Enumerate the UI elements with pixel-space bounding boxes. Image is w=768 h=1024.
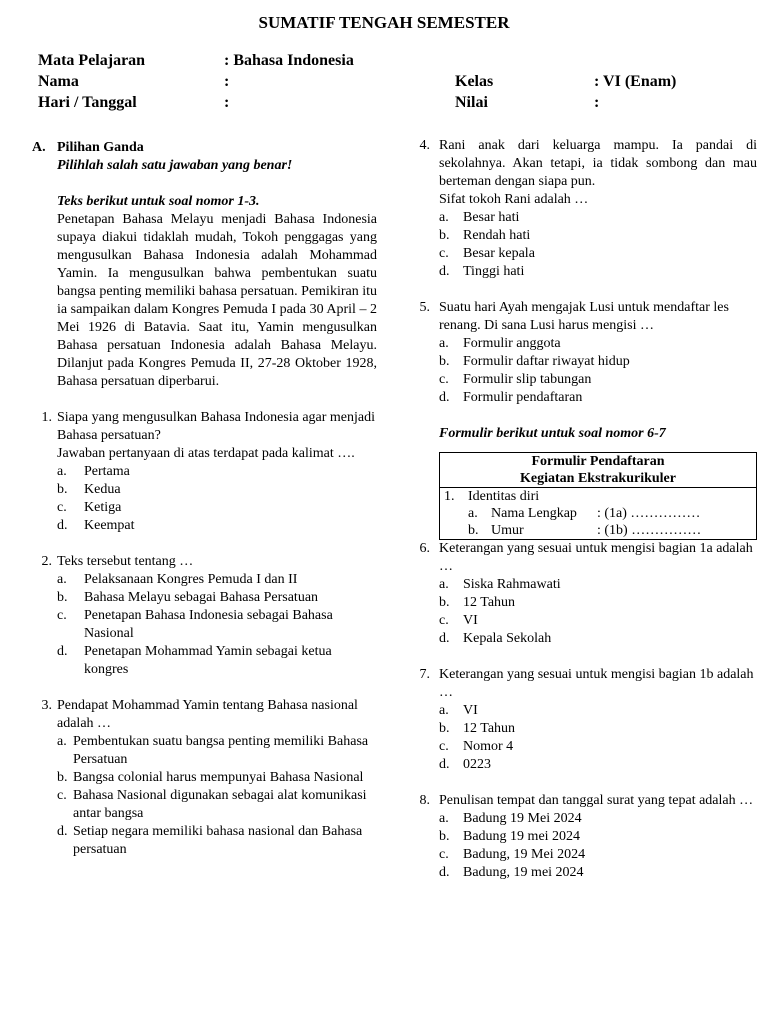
- option-d[interactable]: [57, 517, 377, 535]
- form-field-a-label: Nama Lengkap: [491, 506, 577, 521]
- section-letter: A.: [32, 140, 46, 155]
- option-letter: b.: [57, 590, 68, 605]
- question-8: [410, 792, 757, 882]
- option-text: Ketiga: [84, 500, 122, 515]
- option-text: 12 Tahun: [463, 721, 516, 736]
- option-text: 12 Tahun: [463, 595, 516, 610]
- question-5: [410, 299, 757, 407]
- option-c[interactable]: [439, 245, 757, 263]
- option-d[interactable]: [439, 630, 757, 648]
- form-field-b-letter: b.: [468, 523, 479, 538]
- form-field-a-letter: a.: [468, 506, 478, 521]
- option-text: Formulir slip tabungan: [463, 372, 592, 387]
- question-7: [410, 666, 757, 774]
- page-title: SUMATIF TENGAH SEMESTER: [258, 13, 510, 32]
- option-text: Besar hati: [463, 210, 520, 225]
- option-text: 0223: [463, 757, 491, 772]
- option-letter: d.: [439, 264, 450, 279]
- option-c[interactable]: [439, 612, 757, 630]
- registration-form-table: [439, 452, 757, 540]
- section-instruction: Pilihlah salah satu jawaban yang benar!: [57, 158, 293, 173]
- question-number: 3.: [41, 698, 52, 713]
- option-text: Formulir anggota: [463, 336, 561, 351]
- option-letter: a.: [439, 336, 449, 351]
- date-label: Hari / Tanggal: [38, 94, 137, 111]
- option-c[interactable]: [57, 607, 377, 643]
- question-3: [32, 697, 377, 859]
- form-title-2: Kegiatan Ekstrakurikuler: [520, 471, 676, 486]
- option-b[interactable]: [439, 828, 757, 846]
- option-a[interactable]: [57, 571, 377, 589]
- option-letter: d.: [439, 757, 450, 772]
- option-d[interactable]: [439, 389, 757, 407]
- option-letter: c.: [57, 608, 67, 623]
- question-6: [410, 540, 757, 648]
- question-text: Rani anak dari keluarga mampu. Ia pandai di sekolahnya. Akan tetapi, ia tidak sombong dan mau berteman dengan siapa pun.: [439, 138, 757, 189]
- option-b[interactable]: [57, 481, 377, 499]
- option-text: Formulir daftar riwayat hidup: [463, 354, 630, 369]
- option-a[interactable]: [439, 702, 757, 720]
- option-a[interactable]: [57, 463, 377, 481]
- option-d[interactable]: [57, 823, 377, 859]
- option-text: Pelaksanaan Kongres Pemuda I dan II: [84, 572, 298, 587]
- option-text: Penetapan Mohammad Yamin sebagai ketua kongres: [84, 644, 332, 677]
- right-column: [410, 137, 757, 882]
- passage-title: Teks berikut untuk soal nomor 1-3.: [57, 194, 260, 209]
- option-letter: a.: [57, 464, 67, 479]
- option-text: Pembentukan suatu bangsa penting memiliki Bahasa Persatuan: [73, 734, 369, 767]
- option-text: Keempat: [84, 518, 135, 533]
- option-letter: c.: [439, 613, 449, 628]
- form-item-number: 1.: [444, 489, 455, 504]
- class-label: Kelas: [455, 73, 494, 90]
- question-text: Pendapat Mohammad Yamin tentang Bahasa nasional adalah …: [57, 698, 358, 731]
- option-text: Badung 19 Mei 2024: [463, 811, 582, 826]
- option-text: Kedua: [84, 482, 121, 497]
- option-letter: c.: [57, 788, 67, 803]
- option-a[interactable]: [439, 209, 757, 227]
- option-b[interactable]: [439, 594, 757, 612]
- option-letter: a.: [439, 703, 449, 718]
- option-c[interactable]: [439, 738, 757, 756]
- option-text: Siska Rahmawati: [463, 577, 561, 592]
- option-letter: a.: [439, 811, 449, 826]
- form-field-a-value: : (1a) ……………: [597, 506, 701, 521]
- subject-label: Mata Pelajaran: [38, 52, 146, 69]
- option-text: VI: [463, 613, 478, 628]
- option-letter: b.: [439, 228, 450, 243]
- option-b[interactable]: [439, 720, 757, 738]
- option-text: Besar kepala: [463, 246, 535, 261]
- option-letter: b.: [57, 770, 68, 785]
- option-text: Penetapan Bahasa Indonesia sebagai Bahasa Nasional: [84, 608, 333, 641]
- question-text-2: Jawaban pertanyaan di atas terdapat pada kalimat ….: [57, 446, 355, 461]
- question-text: Keterangan yang sesuai untuk mengisi bagian 1a adalah …: [439, 541, 753, 574]
- option-c[interactable]: [439, 846, 757, 864]
- option-c[interactable]: [439, 371, 757, 389]
- question-number: 5.: [419, 300, 430, 315]
- option-text: Badung, 19 Mei 2024: [463, 847, 586, 862]
- option-c[interactable]: [57, 787, 377, 823]
- option-text: Bahasa Nasional digunakan sebagai alat komunikasi antar bangsa: [73, 788, 367, 821]
- question-number: 4.: [419, 138, 430, 153]
- option-letter: c.: [439, 847, 449, 862]
- question-text: Teks tersebut tentang …: [57, 554, 194, 569]
- option-text: Setiap negara memiliki bahasa nasional dan Bahasa persatuan: [73, 824, 363, 857]
- option-text: Tinggi hati: [463, 264, 525, 279]
- exam-header: [38, 50, 738, 113]
- reading-passage: Penetapan Bahasa Melayu menjadi Bahasa Indonesia supaya diakui tidaklah mudah, Tokoh penggagas yang mengusulkan Bahasa Indonesia adalah Mohammad Yamin. Ia mengusulkan bahwa pembentukan suatu bangsa penting memiliki bahasa persatuan. Pemikiran itu ia sampaikan dalam Kongres Pemuda I pada 30 April – 2 Mei 1926 di Batavia. Saat itu, Yamin mengusulkan Bahasa persatuan Indonesia adalah Bahasa Melayu. Dilanjut pada Kongres Pemuda II, 27-28 Oktober 1928, Bahasa persatuan diperbarui.: [57, 212, 377, 389]
- question-number: 7.: [419, 667, 430, 682]
- option-text: Nomor 4: [463, 739, 514, 754]
- question-number: 1.: [41, 410, 52, 425]
- question-text: Penulisan tempat dan tanggal surat yang tepat adalah …: [439, 793, 754, 808]
- question-text: Siapa yang mengusulkan Bahasa Indonesia agar menjadi Bahasa persatuan?: [57, 410, 376, 443]
- option-letter: c.: [439, 246, 449, 261]
- option-text: Bahasa Melayu sebagai Bahasa Persatuan: [84, 590, 319, 605]
- option-text: VI: [463, 703, 478, 718]
- option-b[interactable]: [439, 353, 757, 371]
- question-number: 2.: [41, 554, 52, 569]
- option-text: Badung 19 mei 2024: [463, 829, 581, 844]
- option-b[interactable]: [57, 769, 377, 787]
- option-a[interactable]: [57, 733, 377, 769]
- form-field-b-label: Umur: [491, 523, 524, 538]
- option-text: Kepala Sekolah: [463, 631, 552, 646]
- question-1: [32, 409, 377, 535]
- option-letter: b.: [439, 721, 450, 736]
- score-value: :: [594, 94, 600, 111]
- option-b[interactable]: [439, 227, 757, 245]
- section-a: [32, 139, 377, 391]
- option-letter: b.: [57, 482, 68, 497]
- form-header: [440, 453, 757, 488]
- option-letter: d.: [439, 631, 450, 646]
- question-2: [32, 553, 377, 679]
- option-text: Pertama: [84, 464, 130, 479]
- question-number: 8.: [419, 793, 430, 808]
- option-letter: d.: [57, 824, 68, 839]
- subject-value: : Bahasa Indonesia: [224, 52, 354, 69]
- option-letter: b.: [439, 595, 450, 610]
- option-letter: a.: [439, 577, 449, 592]
- option-letter: b.: [439, 829, 450, 844]
- question-text: Suatu hari Ayah mengajak Lusi untuk mendaftar les renang. Di sana Lusi harus mengisi …: [439, 300, 729, 333]
- option-letter: c.: [439, 739, 449, 754]
- question-4: [410, 137, 757, 281]
- option-b[interactable]: [57, 589, 377, 607]
- option-d[interactable]: [439, 756, 757, 774]
- class-value: : VI (Enam): [594, 73, 677, 90]
- option-d[interactable]: [57, 643, 377, 679]
- option-a[interactable]: [439, 335, 757, 353]
- option-text: Rendah hati: [463, 228, 531, 243]
- form-item-label: Identitas diri: [468, 489, 540, 504]
- name-value: :: [224, 73, 230, 90]
- option-letter: d.: [57, 518, 68, 533]
- option-letter: b.: [439, 354, 450, 369]
- question-text-2: Sifat tokoh Rani adalah …: [439, 192, 589, 207]
- option-letter: d.: [439, 865, 450, 880]
- form-body: [440, 488, 757, 540]
- option-d[interactable]: [439, 263, 757, 281]
- form-field-b-value: : (1b) ……………: [597, 523, 702, 538]
- option-a[interactable]: [439, 810, 757, 828]
- option-letter: a.: [57, 734, 67, 749]
- option-letter: a.: [57, 572, 67, 587]
- option-text: Bangsa colonial harus mempunyai Bahasa Nasional: [73, 770, 364, 785]
- section-title: Pilihan Ganda: [57, 140, 144, 155]
- form-intro: Formulir berikut untuk soal nomor 6-7: [439, 426, 666, 441]
- option-letter: d.: [439, 390, 450, 405]
- date-value: :: [224, 94, 230, 111]
- option-d[interactable]: [439, 864, 757, 882]
- option-text: Formulir pendaftaran: [463, 390, 583, 405]
- option-letter: a.: [439, 210, 449, 225]
- question-number: 6.: [419, 541, 430, 556]
- score-label: Nilai: [455, 94, 488, 111]
- form-title-1: Formulir Pendaftaran: [531, 454, 665, 469]
- left-column: [32, 139, 377, 859]
- option-a[interactable]: [439, 576, 757, 594]
- name-label: Nama: [38, 73, 79, 90]
- option-text: Badung, 19 mei 2024: [463, 865, 584, 880]
- question-text: Keterangan yang sesuai untuk mengisi bagian 1b adalah …: [439, 667, 754, 700]
- option-letter: c.: [57, 500, 67, 515]
- option-c[interactable]: [57, 499, 377, 517]
- option-letter: d.: [57, 644, 68, 659]
- option-letter: c.: [439, 372, 449, 387]
